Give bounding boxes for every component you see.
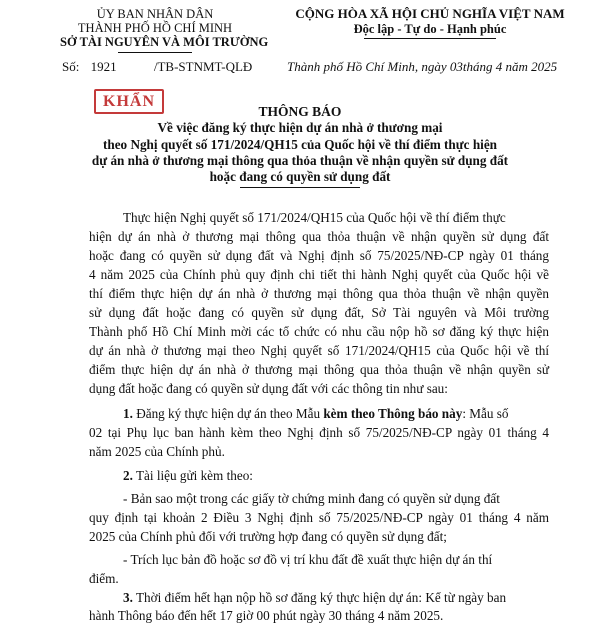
issuer-underline (118, 52, 192, 53)
national-title: CỘNG HÒA XÃ HỘI CHỦ NGHĨA VIỆT NAM (295, 6, 565, 21)
intro-line-6: sử dụng đất hoặc đang có quyền sử dụng đất, Sở Tài nguyên và Môi trường (89, 305, 549, 320)
item-1-lead: Đăng ký thực hiện dự án theo Mẫu (132, 406, 324, 421)
item-1-emphasis: kèm theo Thông báo này (323, 406, 463, 421)
intro-line-5: thí điểm thực hiện dự án nhà ở thương mại thông qua thỏa thuận về nhận quyền (89, 286, 549, 301)
item-3-text: Thời điểm hết hạn nộp hồ sơ đăng ký thực hiện dự án: Kể từ ngày ban (132, 590, 507, 605)
intro-line-8: dự án nhà ở thương mại theo Nghị quyết số 171/2024/QH15 của Quốc hội về thí (89, 343, 549, 358)
item-1-line-3: năm 2025 của Chính phủ. (89, 444, 225, 459)
motto-underline (364, 38, 496, 39)
issuer-line-2: THÀNH PHỐ HỒ CHÍ MINH (77, 21, 233, 35)
item-3-number: 3. (123, 590, 133, 605)
bullet-2-line-1: - Trích lục bản đồ hoặc sơ đồ vị trí khu đất đề xuất thực hiện dự án thí (123, 552, 493, 567)
intro-line-7: Thành phố Hồ Chí Minh mời các tổ chức có nhu cầu nộp hồ sơ đăng ký thực hiện (89, 324, 549, 339)
national-motto: Độc lập - Tự do - Hạnh phúc (353, 22, 507, 36)
item-1-number: 1. (123, 406, 133, 421)
item-1-rest: : Mẫu số (462, 406, 509, 421)
doc-number-value: 1921 (90, 59, 117, 74)
intro-line-9: điểm thực hiện dự án nhà ở thương mại thông qua thỏa thuận về nhận quyền sử (89, 362, 549, 377)
place-date: Thành phố Hồ Chí Minh, ngày 03tháng 4 năm 2025 (287, 59, 558, 74)
item-2-text: Tài liệu gửi kèm theo: (132, 468, 253, 483)
item-1-line-1 (123, 406, 509, 422)
intro-line-4: 4 năm 2025 của Chính phủ quy định chi tiết thi hành Nghị quyết của Quốc hội về (89, 267, 549, 282)
bullet-1-line-1: - Bản sao một trong các giấy tờ chứng minh đang có quyền sử dụng đất (123, 491, 500, 506)
subtitle-line-4: hoặc đang có quyền sử dụng đất (209, 169, 391, 184)
doc-number-label: Số: (62, 59, 80, 74)
urgent-stamp-text: KHẨN (103, 92, 155, 110)
item-1-line-2: 02 tại Phụ lục ban hành kèm theo Nghị định số 75/2025/NĐ-CP ngày 01 tháng 4 (89, 425, 549, 440)
item-2-heading (123, 468, 253, 484)
item-3-line-2: hành Thông báo đến hết 17 giờ 00 phút ngày 30 tháng 4 năm 2025. (89, 608, 444, 623)
subtitle-line-1: Về việc đăng ký thực hiện dự án nhà ở thương mại (157, 120, 443, 135)
bullet-2-line-2: điểm. (89, 571, 119, 586)
intro-line-1: Thực hiện Nghị quyết số 171/2024/QH15 của Quốc hội về thí điểm thực (123, 210, 506, 225)
title-underline (240, 187, 360, 188)
issuer-line-1: ỦY BAN NHÂN DÂN (96, 7, 214, 21)
bullet-1-line-3: 2025 của Chính phủ đối với trường hợp đang có quyền sử dụng đất; (89, 529, 447, 544)
bullet-1-line-2: quy định tại khoản 2 Điều 3 Nghị định số 75/2025/NĐ-CP ngày 01 tháng 4 năm (89, 510, 549, 525)
intro-line-3: hoặc đang có quyền sử dụng đất và Nghị định số 75/2025/NĐ-CP ngày 01 tháng (89, 248, 549, 263)
subtitle-line-2: theo Nghị quyết số 171/2024/QH15 của Quốc hội về thí điểm thực hiện (102, 137, 498, 152)
item-3-line-1 (123, 590, 506, 606)
doc-number-code: /TB-STNMT-QLĐ (153, 59, 253, 74)
item-2-number: 2. (123, 468, 133, 483)
subtitle-line-3: dự án nhà ở thương mại thông qua thỏa thuận về nhận quyền sử dụng đất (91, 153, 509, 168)
intro-line-10: dụng đất hoặc đang có quyền sử dụng đất với các thông tin như sau: (89, 381, 448, 396)
page-title: THÔNG BÁO (258, 104, 342, 119)
intro-line-2: hiện dự án nhà ở thương mại thông qua thỏa thuận về nhận quyền sử dụng đất (89, 229, 549, 244)
issuer-department: SỞ TÀI NGUYÊN VÀ MÔI TRƯỜNG (60, 35, 269, 49)
doc-number (62, 59, 252, 75)
